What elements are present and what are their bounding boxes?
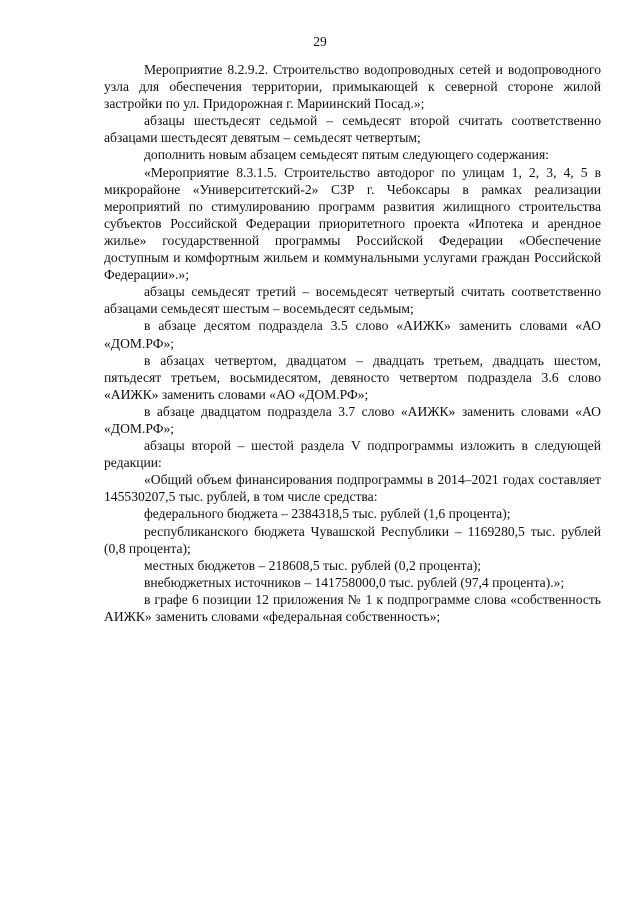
paragraph: дополнить новым абзацем семьдесят пятым следующего содержания: <box>144 147 549 163</box>
paragraph: абзацы семьдесят третий – восемьдесят четвертый считать соответственно абзацами семьдесят шестым – восемьдесят седьмым; <box>104 284 601 317</box>
paragraph: абзацы второй – шестой раздела V подпрограммы изложить в следующей редакции: <box>104 438 601 471</box>
paragraph: «Общий объем финансирования подпрограммы в 2014–2021 годах составляет 145530207,5 тыс. рублей, в том числе средства: <box>104 472 601 505</box>
paragraph: абзацы шестьдесят седьмой – семьдесят второй считать соответственно абзацами шестьдесят девятым – семьдесят четвертым; <box>104 113 601 146</box>
paragraph: в абзаце двадцатом подраздела 3.7 слово «АИЖК» заменить словами «АО «ДОМ.РФ»; <box>104 403 601 436</box>
document-body <box>104 61 601 625</box>
paragraph: в графе 6 позиции 12 приложения № 1 к подпрограмме слова «собственность АИЖК» заменить словами «федеральная собственность»; <box>104 591 601 624</box>
paragraph: в абзаце десятом подраздела 3.5 слово «АИЖК» заменить словами «АО «ДОМ.РФ»; <box>104 318 601 351</box>
paragraph: республиканского бюджета Чувашской Республики – 1169280,5 тыс. рублей (0,8 процента); <box>104 523 601 556</box>
paragraph: «Мероприятие 8.3.1.5. Строительство автодорог по улицам 1, 2, 3, 4, 5 в микрорайоне «Университетский-2» СЗР г. Чебоксары в рамках реализации мероприятий по стимулированию программ развития жилищного строительства субъектов Российской Федерации приоритетного проекта «Ипотека и арендное жилье» государственной программы Российской Федерации «Обеспечение доступным и комфортным жильем и коммунальными услугами граждан Российской Федерации».»; <box>104 164 601 283</box>
paragraph: местных бюджетов – 218608,5 тыс. рублей (0,2 процента); <box>144 557 482 573</box>
paragraph: внебюджетных источников – 141758000,0 тыс. рублей (97,4 процента).»; <box>144 574 565 590</box>
page-number: 29 <box>313 34 327 49</box>
paragraph: Мероприятие 8.2.9.2. Строительство водопроводных сетей и водопроводного узла для обеспечения территории, примыкающей к северной стороне жилой застройки по ул. Придорожная г. Мариинский Посад.»; <box>104 62 601 112</box>
paragraph: в абзацах четвертом, двадцатом – двадцать третьем, двадцать шестом, пятьдесят третьем, восьмидесятом, девяносто четвертом подраздела 3.6 слово «АИЖК» заменить словами «АО «ДОМ.РФ»; <box>104 352 601 402</box>
paragraph: федерального бюджета – 2384318,5 тыс. рублей (1,6 процента); <box>144 506 511 522</box>
